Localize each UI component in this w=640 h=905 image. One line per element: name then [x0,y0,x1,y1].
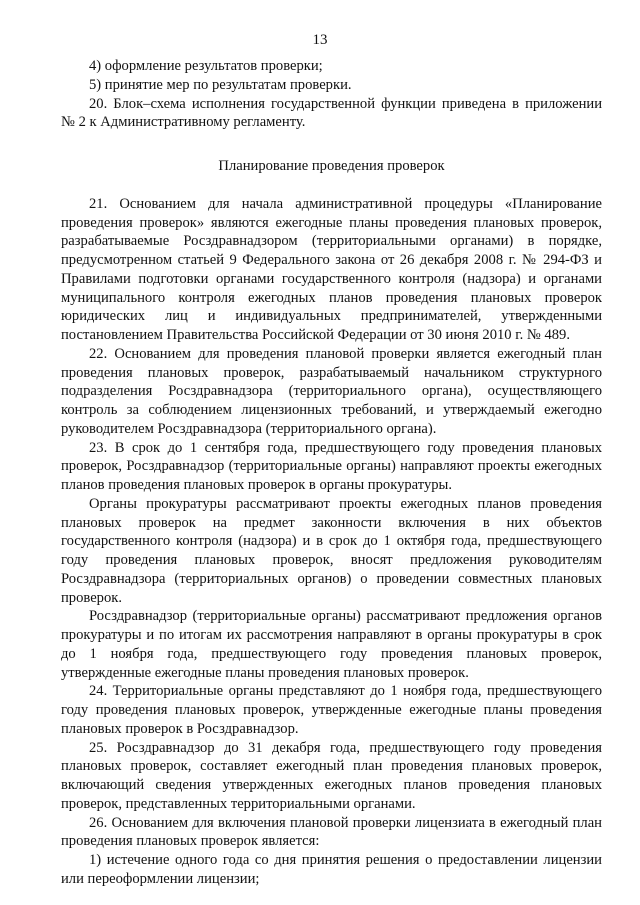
paragraph-23: 23. В срок до 1 сентября года, предшествующего году проведения плановых проверок, Росздравнадзор (территориальные органы) направляют проекты ежегодных планов проведения плановых проверок в органы прокуратуры. [61,439,602,493]
section-heading: Планирование проведения проверок [218,158,445,174]
paragraph-24: 24. Территориальные органы представляют до 1 ноября года, предшествующего году проведения плановых проверок, утвержденные ежегодные планы проведения плановых проверок в Росздравнадзор. [61,683,602,737]
paragraph-25: 25. Росздравнадзор до 31 декабря года, предшествующего году проведения плановых проверок, составляет ежегодный план проведения плановых проверок, включающий сведения утвержденных ежегодных планов проведения плановых проверок, представленных территориальными органами. [61,739,602,812]
paragraph-roszdravnadzor-review: Росздравнадзор (территориальные органы) рассматривают предложения органов прокуратуры и по итогам их рассмотрения направляют в органы прокуратуры в срок до 1 ноября года, предшествующего году проведения плановых проверок, утвержденные ежегодные планы проведения плановых проверок. [61,608,602,681]
paragraph-21: 21. Основанием для начала административной процедуры «Планирование проведения проверок» являются ежегодные планы проведения плановых проверок, разрабатываемые Росздравнадзором (территориальными органами) в порядке, предусмотренном статьей 9 Федерального закона от 26 декабря 2008 г. № 294-ФЗ и Правилами подготовки органами государственного контроля (надзора) и органами муниципального контроля ежегодных планов проведения плановых проверок юридических лиц и индивидуальных предпринимателей, утвержденными постановлением Правительства Российской Федерации от 30 июня 2010 г. № 489. [61,195,602,343]
list-item-5: 5) принятие мер по результатам проверки. [89,76,352,93]
document-body [61,57,602,889]
paragraph-20: 20. Блок–схема исполнения государственной функции приведена в приложении № 2 к Административному регламенту. [61,95,602,131]
paragraph-22: 22. Основанием для проведения плановой проверки является ежегодный план проведения плановых проверок, разрабатываемый начальником структурного подразделения Росздравнадзора (территориального органа), осуществляющего контроль за соблюдением лицензионных требований, и утверждаемый ежегодно руководителем Росздравнадзора (территориального органа). [61,345,602,437]
list-item-26-1: 1) истечение одного года со дня принятия решения о предоставлении лицензии или переоформлении лицензии; [61,852,602,887]
page-number: 13 [312,32,328,48]
paragraph-prosecution-review: Органы прокуратуры рассматривают проекты ежегодных планов проведения плановых проверок на предмет законности включения в них объектов государственного контроля (надзора) и в срок до 1 октября года, предшествующего году проведения плановых проверок, вносят предложения руководителям Росздравнадзора (территориальных органов) о проведении совместных плановых проверок. [61,495,602,606]
paragraph-26: 26. Основанием для включения плановой проверки лицензиата в ежегодный план проведения плановых проверок является: [61,814,602,850]
list-item-4: 4) оформление результатов проверки; [89,58,323,74]
